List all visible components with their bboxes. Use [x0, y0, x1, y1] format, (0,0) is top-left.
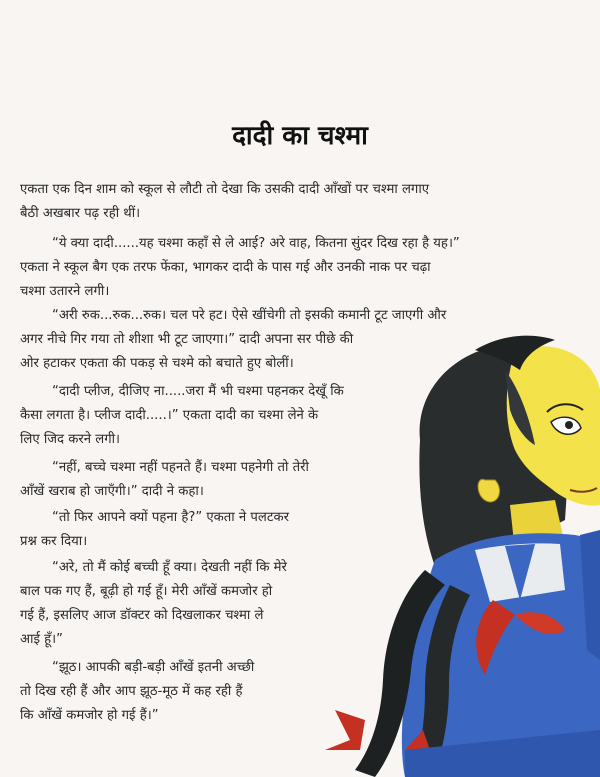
text-line: अगर नीचे गिर गया तो शीशा भी टूट जाएगा।” दादी अपना सर पीछे की — [20, 332, 354, 347]
page-title: दादी का चश्मा — [232, 121, 368, 151]
text-line: कैसा लगता है। प्लीज दादी.....।” एकता दादी का चश्मा लेने के — [20, 408, 319, 423]
text-line: “अरी रुक...रुक...रुक। चल परे हट। ऐसे खींचेगी तो इसकी कमानी टूट जाएगी और — [52, 308, 447, 323]
text-line: लिए जिद करने लगी। — [20, 432, 121, 447]
text-line: आँखें खराब हो जाएँगी।” दादी ने कहा। — [20, 484, 204, 499]
text-line: कि आँखें कमजोर हो गई हैं।” — [20, 708, 159, 723]
text-line: “झूठ। आपकी बड़ी-बड़ी आँखें इतनी अच्छी — [52, 660, 255, 675]
text-line: तो दिख रही हैं और आप झूठ-मूठ में कह रही हैं — [20, 684, 243, 699]
text-line: प्रश्न कर दिया। — [20, 534, 88, 549]
text-line: बैठी अखबार पढ़ रही थीं। — [20, 206, 141, 221]
text-line: बाल पक गए हैं, बूढ़ी हो गई हूँ। मेरी आँखें कमजोर हो — [20, 584, 273, 599]
text-line: “दादी प्लीज, दीजिए ना.....जरा मैं भी चश्मा पहनकर देखूँ कि — [52, 384, 344, 399]
text-line: आई हूँ।” — [20, 632, 63, 647]
text-line: एकता एक दिन शाम को स्कूल से लौटी तो देखा कि उसकी दादी आँखों पर चश्मा लगाए — [20, 182, 430, 197]
text-line: “नहीं, बच्चे चश्मा नहीं पहनते हैं। चश्मा पहनेगी तो तेरी — [52, 460, 309, 475]
text-line: चश्मा उतारने लगी। — [20, 284, 110, 299]
text-line: “ये क्या दादी......यह चश्मा कहाँ से ले आई? अरे वाह, कितना सुंदर दिख रहा है यह।” — [52, 236, 460, 251]
text-line: “तो फिर आपने क्यों पहना है?” एकता ने पलटकर — [52, 510, 290, 525]
text-line: “अरे, तो मैं कोई बच्ची हूँ क्या। देखती नहीं कि मेरे — [52, 560, 287, 575]
girl-illustration — [325, 330, 600, 777]
text-line: गई हैं, इसलिए आज डॉक्टर को दिखलाकर चश्मा ले — [20, 608, 264, 623]
text-line: ओर हटाकर एकता की पकड़ से चश्मे को बचाते हुए बोलीं। — [20, 356, 294, 371]
text-line: एकता ने स्कूल बैग एक तरफ फेंका, भागकर दादी के पास गई और उनकी नाक पर चढ़ा — [20, 260, 431, 275]
